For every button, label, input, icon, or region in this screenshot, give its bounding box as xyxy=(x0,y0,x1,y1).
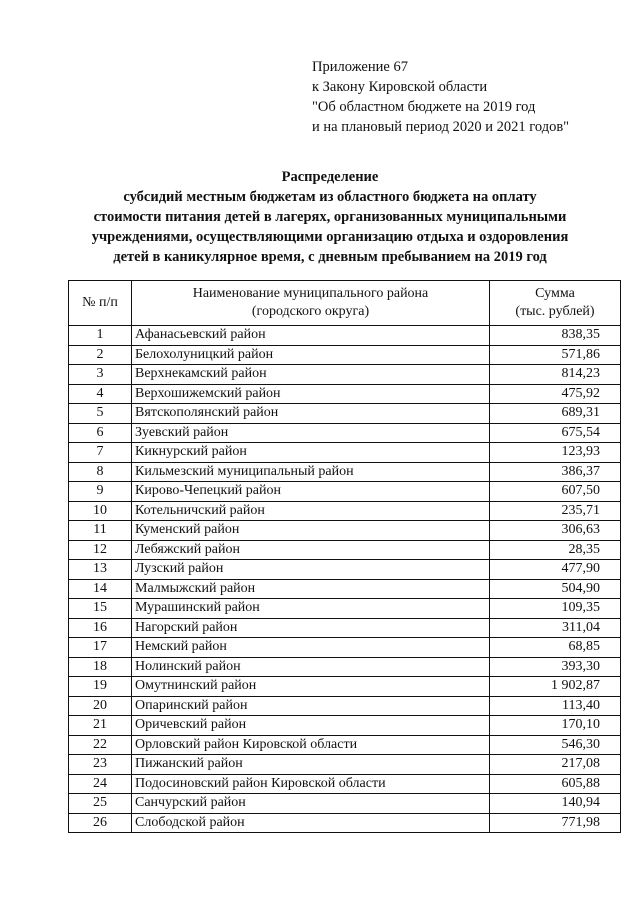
row-number: 10 xyxy=(69,501,132,521)
row-sum: 140,94 xyxy=(490,794,621,814)
row-number: 24 xyxy=(69,774,132,794)
table-row xyxy=(69,345,621,365)
table-row xyxy=(69,794,621,814)
row-number: 3 xyxy=(69,365,132,385)
table-row xyxy=(69,677,621,697)
row-district-name: Нагорский район xyxy=(132,618,490,638)
row-district-name: Лебяжский район xyxy=(132,540,490,560)
row-sum: 607,50 xyxy=(490,482,621,502)
header-sum xyxy=(490,281,621,326)
title-line-2: субсидий местным бюджетам из областного бюджета на оплату xyxy=(123,189,537,205)
row-district-name: Зуевский район xyxy=(132,423,490,443)
table-row xyxy=(69,501,621,521)
row-number: 12 xyxy=(69,540,132,560)
appendix-line-4: и на плановый период 2020 и 2021 годов" xyxy=(312,119,570,135)
row-sum: 68,85 xyxy=(490,638,621,658)
row-district-name: Куменский район xyxy=(132,521,490,541)
row-sum: 386,37 xyxy=(490,462,621,482)
table-row xyxy=(69,326,621,346)
row-district-name: Слободской район xyxy=(132,813,490,833)
row-district-name: Немский район xyxy=(132,638,490,658)
header-sum-line-2: (тыс. рублей) xyxy=(515,304,595,319)
row-district-name: Малмыжский район xyxy=(132,579,490,599)
row-sum: 170,10 xyxy=(490,716,621,736)
row-sum: 123,93 xyxy=(490,443,621,463)
row-number: 13 xyxy=(69,560,132,580)
table-row xyxy=(69,443,621,463)
row-sum: 311,04 xyxy=(490,618,621,638)
row-sum: 109,35 xyxy=(490,599,621,619)
row-district-name: Санчурский район xyxy=(132,794,490,814)
row-sum: 477,90 xyxy=(490,560,621,580)
appendix-line-3: "Об областном бюджете на 2019 год xyxy=(312,99,536,115)
title-line-4: учреждениями, осуществляющими организацию отдыха и оздоровления xyxy=(91,229,569,245)
table-row xyxy=(69,540,621,560)
appendix-header xyxy=(312,57,569,137)
row-number: 22 xyxy=(69,735,132,755)
table-row xyxy=(69,755,621,775)
row-sum: 689,31 xyxy=(490,404,621,424)
table-row xyxy=(69,696,621,716)
row-number: 19 xyxy=(69,677,132,697)
table-row xyxy=(69,462,621,482)
table-row xyxy=(69,423,621,443)
header-name-line-1: Наименование муниципального района xyxy=(192,286,429,301)
table-row xyxy=(69,384,621,404)
row-sum: 306,63 xyxy=(490,521,621,541)
row-district-name: Верхошижемский район xyxy=(132,384,490,404)
row-number: 11 xyxy=(69,521,132,541)
row-district-name: Кикнурский район xyxy=(132,443,490,463)
row-number: 7 xyxy=(69,443,132,463)
table-body xyxy=(69,326,621,833)
title-line-5: детей в каникулярное время, с дневным пребыванием на 2019 год xyxy=(113,249,547,265)
appendix-line-1: Приложение 67 xyxy=(312,59,408,75)
table-row xyxy=(69,599,621,619)
row-sum: 28,35 xyxy=(490,540,621,560)
row-sum: 1 902,87 xyxy=(490,677,621,697)
row-sum: 771,98 xyxy=(490,813,621,833)
row-sum: 235,71 xyxy=(490,501,621,521)
table-row xyxy=(69,735,621,755)
title-line-1: Распределение xyxy=(281,169,379,185)
header-name-line-2: (городского округа) xyxy=(251,304,370,319)
row-number: 26 xyxy=(69,813,132,833)
header-num-label: № п/п xyxy=(82,295,118,310)
row-district-name: Лузский район xyxy=(132,560,490,580)
table-row xyxy=(69,813,621,833)
row-number: 4 xyxy=(69,384,132,404)
row-district-name: Подосиновский район Кировской области xyxy=(132,774,490,794)
row-number: 2 xyxy=(69,345,132,365)
row-district-name: Мурашинский район xyxy=(132,599,490,619)
row-number: 1 xyxy=(69,326,132,346)
table-row xyxy=(69,482,621,502)
row-district-name: Опаринский район xyxy=(132,696,490,716)
row-district-name: Кильмезский муниципальный район xyxy=(132,462,490,482)
header-num xyxy=(69,281,132,326)
row-sum: 113,40 xyxy=(490,696,621,716)
row-number: 21 xyxy=(69,716,132,736)
row-sum: 838,35 xyxy=(490,326,621,346)
row-district-name: Оричевский район xyxy=(132,716,490,736)
appendix-line-2: к Закону Кировской области xyxy=(312,79,488,95)
row-number: 8 xyxy=(69,462,132,482)
table-row xyxy=(69,521,621,541)
row-sum: 605,88 xyxy=(490,774,621,794)
row-district-name: Нолинский район xyxy=(132,657,490,677)
row-sum: 217,08 xyxy=(490,755,621,775)
row-number: 9 xyxy=(69,482,132,502)
row-district-name: Котельничский район xyxy=(132,501,490,521)
table-row xyxy=(69,579,621,599)
row-sum: 814,23 xyxy=(490,365,621,385)
table-row xyxy=(69,638,621,658)
row-district-name: Вятскополянский район xyxy=(132,404,490,424)
row-number: 16 xyxy=(69,618,132,638)
row-sum: 571,86 xyxy=(490,345,621,365)
table-row xyxy=(69,404,621,424)
row-sum: 475,92 xyxy=(490,384,621,404)
row-district-name: Белохолуницкий район xyxy=(132,345,490,365)
row-number: 25 xyxy=(69,794,132,814)
table-row xyxy=(69,560,621,580)
table-row xyxy=(69,657,621,677)
row-number: 5 xyxy=(69,404,132,424)
row-number: 18 xyxy=(69,657,132,677)
row-sum: 504,90 xyxy=(490,579,621,599)
row-district-name: Кирово-Чепецкий район xyxy=(132,482,490,502)
header-sum-line-1: Сумма xyxy=(535,286,575,301)
row-district-name: Омутнинский район xyxy=(132,677,490,697)
row-sum: 546,30 xyxy=(490,735,621,755)
row-number: 23 xyxy=(69,755,132,775)
row-number: 14 xyxy=(69,579,132,599)
table-row xyxy=(69,716,621,736)
row-number: 15 xyxy=(69,599,132,619)
row-district-name: Орловский район Кировской области xyxy=(132,735,490,755)
table-row xyxy=(69,365,621,385)
subsidy-table xyxy=(68,280,621,833)
table-row xyxy=(69,618,621,638)
title-line-3: стоимости питания детей в лагерях, организованных муниципальными xyxy=(93,209,567,225)
row-number: 6 xyxy=(69,423,132,443)
row-number: 20 xyxy=(69,696,132,716)
row-district-name: Афанасьевский район xyxy=(132,326,490,346)
row-district-name: Верхнекамский район xyxy=(132,365,490,385)
row-sum: 675,54 xyxy=(490,423,621,443)
row-sum: 393,30 xyxy=(490,657,621,677)
header-name xyxy=(132,281,490,326)
table-header-row xyxy=(69,281,621,326)
row-number: 17 xyxy=(69,638,132,658)
table-row xyxy=(69,774,621,794)
document-title xyxy=(0,167,640,267)
row-district-name: Пижанский район xyxy=(132,755,490,775)
